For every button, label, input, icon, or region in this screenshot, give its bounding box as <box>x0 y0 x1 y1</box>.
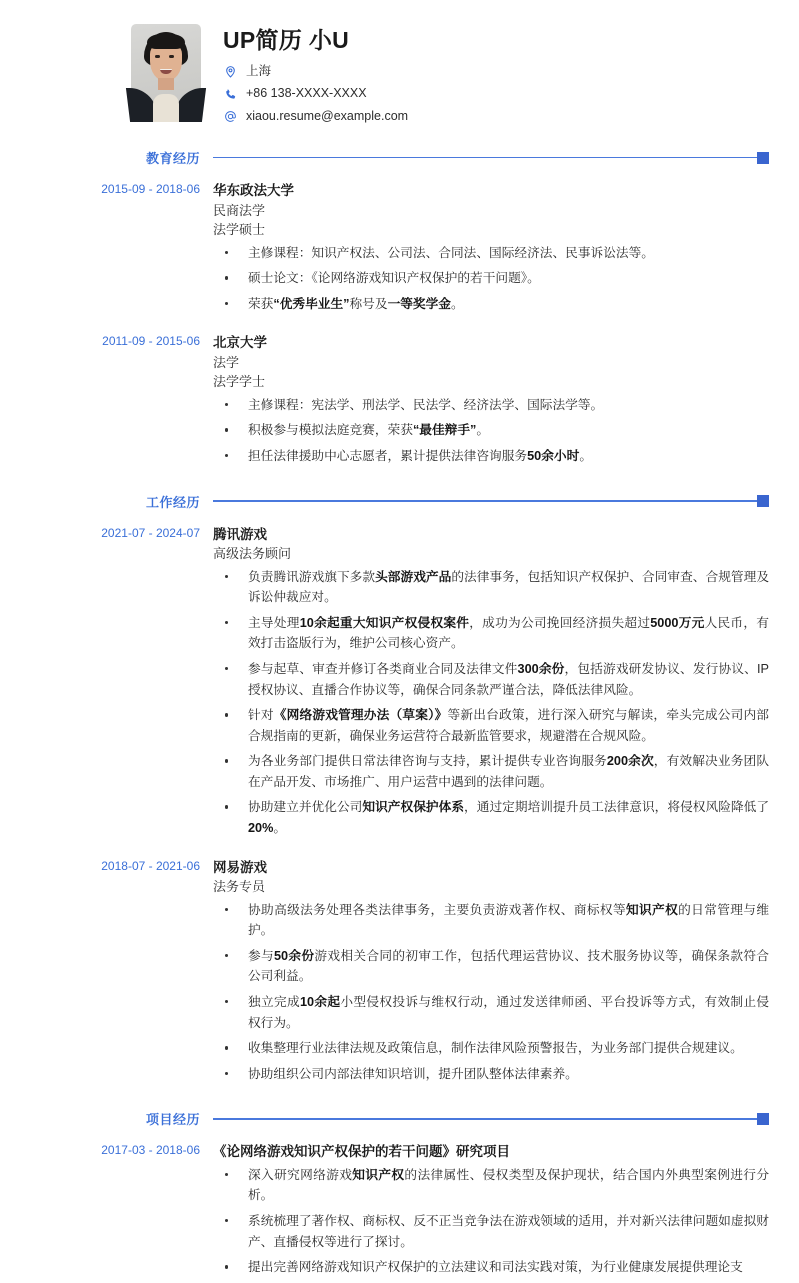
bullet-item: 协助组织公司内部法律知识培训，提升团队整体法律素养。 <box>213 1064 769 1085</box>
photo-fringe <box>147 34 185 49</box>
entry-bullets <box>213 567 769 839</box>
entry-body <box>213 181 769 319</box>
section-divider <box>213 500 757 502</box>
entry-subtitle: 法务专员 <box>213 879 266 895</box>
entry-title: 华东政法大学 <box>213 183 294 198</box>
bullet-item: 协助建立并优化公司知识产权保护体系，通过定期培训提升员工法律意识，将侵权风险降低了20%。 <box>213 797 769 838</box>
bullet-item: 主导处理10余起重大知识产权侵权案件，成功为公司挽回经济损失超过5000万元人民币，有效打击盗版行为，维护公司核心资产。 <box>213 613 769 654</box>
entry-subtitle: 法学 <box>213 354 240 370</box>
section-title: 项目经历 <box>145 1112 200 1128</box>
entry-body <box>213 858 769 1090</box>
bullet-item: 担任法律援助中心志愿者，累计提供法律咨询服务50余小时。 <box>213 446 769 467</box>
resume-entry <box>0 333 799 471</box>
section-divider <box>213 157 757 159</box>
section-end-marker <box>757 495 769 507</box>
section-header <box>0 148 799 167</box>
contact-row <box>223 85 408 103</box>
entry-date: 2015-09 - 2018-06 <box>101 182 200 196</box>
entry-bullets <box>213 395 769 467</box>
bullet-item: 硕士论文：《论网络游戏知识产权保护的若干问题》。 <box>213 268 769 289</box>
entry-bullets <box>213 900 769 1085</box>
contact-row <box>223 63 408 81</box>
email-at-icon <box>223 109 238 124</box>
entry-bullets <box>213 243 769 315</box>
resume-entry <box>0 525 799 844</box>
entry-body <box>213 525 769 844</box>
contact-value: xiaou.resume@example.com <box>246 108 409 123</box>
resume-header <box>0 24 799 128</box>
bullet-item: 荣获“优秀毕业生”称号及一等奖学金。 <box>213 294 769 315</box>
section-title: 工作经历 <box>145 494 200 510</box>
section-title: 教育经历 <box>145 151 200 166</box>
contact-list <box>223 63 408 126</box>
entry-date: 2018-07 - 2021-06 <box>101 858 200 873</box>
bullet-item: 主修课程：知识产权法、公司法、合同法、国际经济法、民事诉讼法等。 <box>213 243 769 264</box>
photo-neck <box>158 78 174 90</box>
identity-block <box>223 24 408 130</box>
section-end-marker <box>757 1113 769 1125</box>
entry-subtitle: 高级法务顾问 <box>213 546 292 562</box>
section-header <box>0 1109 799 1128</box>
profile-photo <box>131 24 201 122</box>
bullet-item: 主修课程：宪法学、刑法学、民法学、经济法学、国际法学等。 <box>213 395 769 416</box>
bullet-item: 独立完成10余起小型侵权投诉与维权行动，通过发送律师函、平台投诉等方式，有效制止侵权行为。 <box>213 992 769 1033</box>
bullet-item: 系统梳理了著作权、商标权、反不正当竞争法在游戏领域的适用，并对新兴法律问题如虚拟财产、直播侵权等进行了探讨。 <box>213 1211 769 1252</box>
entry-title: 腾讯游戏 <box>213 526 267 542</box>
candidate-name: UP简历 小U <box>223 27 350 53</box>
bullet-item: 深入研究网络游戏知识产权的法律属性、侵权类型及保护现状，结合国内外典型案例进行分析。 <box>213 1165 769 1206</box>
bullet-item: 协助高级法务处理各类法律事务，主要负责游戏著作权、商标权等知识产权的日常管理与维护。 <box>213 900 769 941</box>
contact-row <box>223 108 408 126</box>
location-pin-icon <box>223 64 238 79</box>
entry-title: 《论网络游戏知识产权保护的若干问题》研究项目 <box>213 1144 510 1160</box>
entry-date: 2021-07 - 2024-07 <box>101 525 200 540</box>
bullet-item: 提出完善网络游戏知识产权保护的立法建议和司法实践对策，为行业健康发展提供理论支 <box>213 1257 769 1278</box>
resume-entry <box>0 858 799 1090</box>
photo-shirt <box>153 94 179 122</box>
resume-entry <box>0 1142 799 1282</box>
entry-body <box>213 1142 769 1282</box>
entry-date: 2011-09 - 2015-06 <box>102 334 200 349</box>
bullet-item: 参与起草、审查并修订各类商业合同及法律文件300余份，包括游戏研发协议、发行协议、IP授权协议、直播合作协议等，确保合同条款严谨合法，降低法律风险。 <box>213 659 769 700</box>
resume-sections <box>0 148 799 1283</box>
photo-eye-right <box>169 55 174 58</box>
bullet-item: 负责腾讯游戏旗下多款头部游戏产品的法律事务，包括知识产权保护、合同审查、合规管理及诉讼仲裁应对。 <box>213 567 769 608</box>
resume-entry <box>0 181 799 319</box>
entry-bullets <box>213 1165 769 1278</box>
entry-degree: 法学学士 <box>213 374 266 390</box>
bullet-item: 针对《网络游戏管理办法（草案）》等新出台政策，进行深入研究与解读，牵头完成公司内部合规指南的更新，确保业务运营符合最新监管要求，规避潜在合规风险。 <box>213 705 769 746</box>
entry-subtitle: 民商法学 <box>213 202 266 218</box>
section-header <box>0 492 799 511</box>
entry-body <box>213 333 769 471</box>
contact-value: 上海 <box>246 63 272 78</box>
section-end-marker <box>757 152 769 164</box>
entry-title: 北京大学 <box>213 335 267 351</box>
bullet-item: 为各业务部门提供日常法律咨询与支持，累计提供专业咨询服务200余次，有效解决业务团队在产品开发、市场推广、用户运营中遇到的法律问题。 <box>213 751 769 792</box>
entry-degree: 法学硕士 <box>213 222 266 238</box>
bullet-item: 参与50余份游戏相关合同的初审工作，包括代理运营协议、技术服务协议等，确保条款符合公司利益。 <box>213 946 769 987</box>
photo-eye-left <box>155 55 160 58</box>
entry-title: 网易游戏 <box>213 859 267 875</box>
contact-value: +86 138-XXXX-XXXX <box>246 86 367 101</box>
phone-icon <box>223 87 238 102</box>
bullet-item: 积极参与模拟法庭竞赛，荣获“最佳辩手”。 <box>213 420 769 441</box>
bullet-item: 收集整理行业法律法规及政策信息，制作法律风险预警报告，为业务部门提供合规建议。 <box>213 1038 769 1059</box>
entry-date: 2017-03 - 2018-06 <box>101 1143 200 1158</box>
section-divider <box>213 1118 757 1120</box>
